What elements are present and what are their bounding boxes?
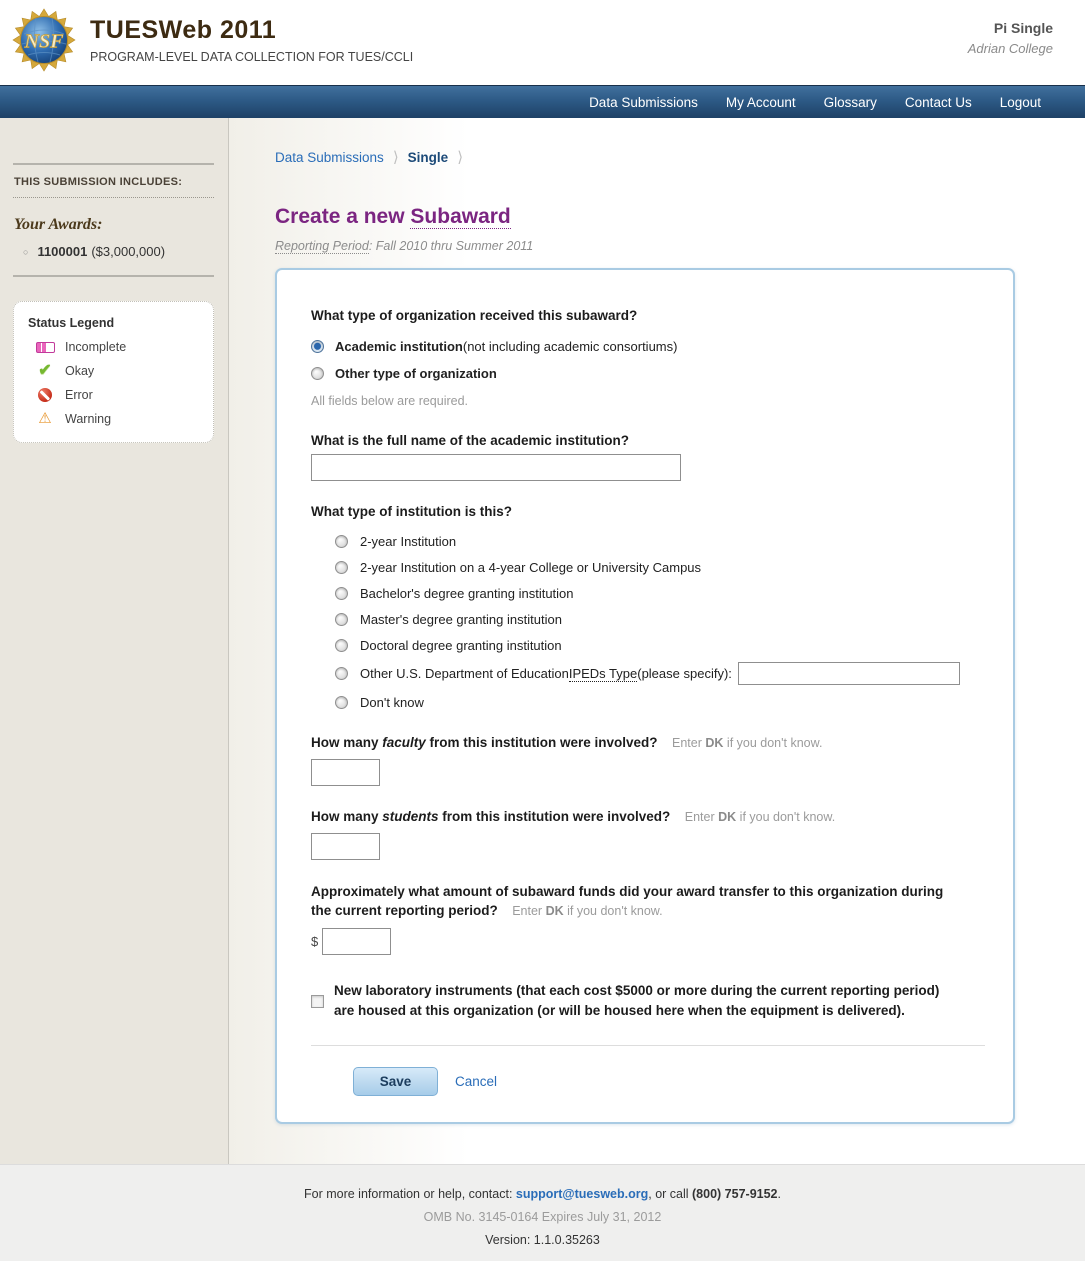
nav-contact-us[interactable]: Contact Us [904, 94, 972, 110]
your-awards-heading: Your Awards: [14, 216, 103, 233]
radio-masters[interactable] [335, 613, 348, 626]
lab-instruments-row[interactable] [311, 981, 985, 1021]
nsf-logo-icon [12, 8, 76, 77]
radio-other-ipeds[interactable] [335, 667, 348, 680]
subaward-form-panel [275, 268, 1015, 1124]
error-icon [34, 388, 56, 402]
nav-my-account[interactable]: My Account [725, 94, 796, 110]
chevron-right-icon: ⟩ [457, 149, 464, 166]
radio-row-dont-know[interactable]: Don't know [335, 693, 985, 711]
radio-row-2year-on-4year[interactable]: 2-year Institution on a 4-year College or University Campus [335, 558, 985, 576]
question-students: How many students from this institution were involved? [311, 809, 671, 824]
sidebar-divider [13, 275, 214, 277]
legend-item-warning: ⚠ Warning [34, 411, 201, 426]
radio-row-masters[interactable]: Master's degree granting institution [335, 610, 985, 628]
page-footer [0, 1164, 1085, 1261]
ipeds-other-input[interactable] [738, 662, 960, 685]
save-button[interactable]: Save [353, 1067, 438, 1096]
question-institution-name: What is the full name of the academic institution? [311, 433, 630, 448]
nav-logout[interactable]: Logout [999, 94, 1041, 110]
breadcrumb-single[interactable]: Single [407, 149, 449, 165]
dk-hint: Enter DK if you don't know. [512, 904, 663, 918]
version-text: Version: 1.1.0.35263 [485, 1233, 600, 1247]
question-institution-type: What type of institution is this? [311, 504, 512, 519]
incomplete-icon [34, 342, 56, 353]
form-divider [311, 1045, 985, 1046]
radio-dont-know[interactable] [335, 696, 348, 709]
breadcrumb-data-submissions[interactable]: Data Submissions [275, 149, 384, 165]
legend-item-okay: ✔ Okay [34, 363, 201, 379]
dk-hint: Enter DK if you don't know. [672, 736, 823, 750]
nav-glossary[interactable]: Glossary [823, 94, 877, 110]
radio-row-2year[interactable]: 2-year Institution [335, 532, 985, 550]
radio-row-other-ipeds[interactable]: Other U.S. Department of Education IPEDs Type (please specify): [335, 662, 985, 685]
radio-2year[interactable] [335, 535, 348, 548]
radio-row-doctoral[interactable]: Doctoral degree granting institution [335, 636, 985, 654]
app-title: TUESWeb 2011 [90, 16, 277, 44]
reporting-period: Reporting Period: Fall 2010 thru Summer 2011 [275, 239, 534, 253]
main-nav [0, 85, 1085, 118]
main-content [229, 118, 1085, 1164]
omb-notice: OMB No. 3145-0164 Expires July 31, 2012 [423, 1210, 662, 1224]
status-legend-title: Status Legend [28, 316, 115, 330]
radio-bachelors[interactable] [335, 587, 348, 600]
question-faculty: How many faculty from this institution were involved? [311, 735, 658, 750]
breadcrumb [275, 148, 1085, 166]
required-fields-note: All fields below are required. [311, 394, 469, 408]
sidebar [0, 118, 229, 1164]
glossary-term-ipeds-type[interactable]: IPEDs Type [568, 665, 638, 681]
radio-row-other-organization[interactable]: Other type of organization [311, 366, 985, 381]
dk-hint: Enter DK if you don't know. [684, 810, 836, 824]
nav-data-submissions[interactable]: Data Submissions [589, 94, 698, 110]
award-number: 1100001 [37, 244, 88, 259]
radio-academic-institution[interactable] [311, 340, 324, 353]
award-list-item [23, 244, 214, 259]
radio-other-organization[interactable] [311, 367, 324, 380]
chevron-right-icon: ⟩ [392, 149, 399, 166]
warning-icon: ⚠ [38, 410, 52, 427]
lab-instruments-checkbox[interactable] [311, 995, 324, 1008]
student-count-input[interactable] [311, 833, 380, 860]
support-phone: (800) 757-9152 [692, 1187, 778, 1201]
user-organization: Adrian College [967, 41, 1053, 56]
amount-input[interactable] [322, 928, 391, 955]
okay-icon: ✔ [38, 362, 52, 379]
radio-2year-on-4year[interactable] [335, 561, 348, 574]
radio-row-bachelors[interactable]: Bachelor's degree granting institution [335, 584, 985, 602]
status-legend [13, 301, 214, 443]
question-amount: Approximately what amount of subaward funds did your award transfer to this organization during the current reporting period? [311, 884, 944, 918]
currency-symbol: $ [311, 934, 319, 949]
support-email-link[interactable]: support@tuesweb.org [515, 1187, 649, 1201]
bullet-icon: ○ [23, 246, 29, 257]
cancel-link[interactable]: Cancel [455, 1074, 498, 1089]
legend-item-incomplete: Incomplete [34, 340, 201, 354]
page-title: Create a new Subaward [275, 205, 511, 228]
lab-instruments-label: New laboratory instruments (that each cost $5000 or more during the current reporting period) are housed at this organization (or will be housed here when the equipment is delivered). [334, 983, 940, 1018]
legend-item-error: Error [34, 388, 201, 402]
app-subtitle: PROGRAM-LEVEL DATA COLLECTION FOR TUES/CCLI [90, 50, 414, 64]
institution-name-input[interactable] [311, 454, 681, 481]
award-amount: ($3,000,000) [91, 244, 166, 259]
footer-contact: For more information or help, contact: support@tuesweb.org, or call (800) 757-9152. [304, 1187, 781, 1201]
glossary-term-reporting-period[interactable]: Reporting Period [275, 239, 369, 253]
nsf-logo-text: NSF [24, 30, 64, 53]
question-org-type: What type of organization received this subaward? [311, 308, 638, 323]
user-name: Pi Single [993, 20, 1053, 36]
submission-includes-heading: THIS SUBMISSION INCLUDES: [13, 165, 214, 198]
radio-row-academic-institution[interactable]: Academic institution (not including academic consortiums) [311, 339, 985, 354]
faculty-count-input[interactable] [311, 759, 380, 786]
radio-doctoral[interactable] [335, 639, 348, 652]
glossary-term-subaward[interactable]: Subaward [410, 205, 511, 228]
app-header [0, 0, 1085, 85]
